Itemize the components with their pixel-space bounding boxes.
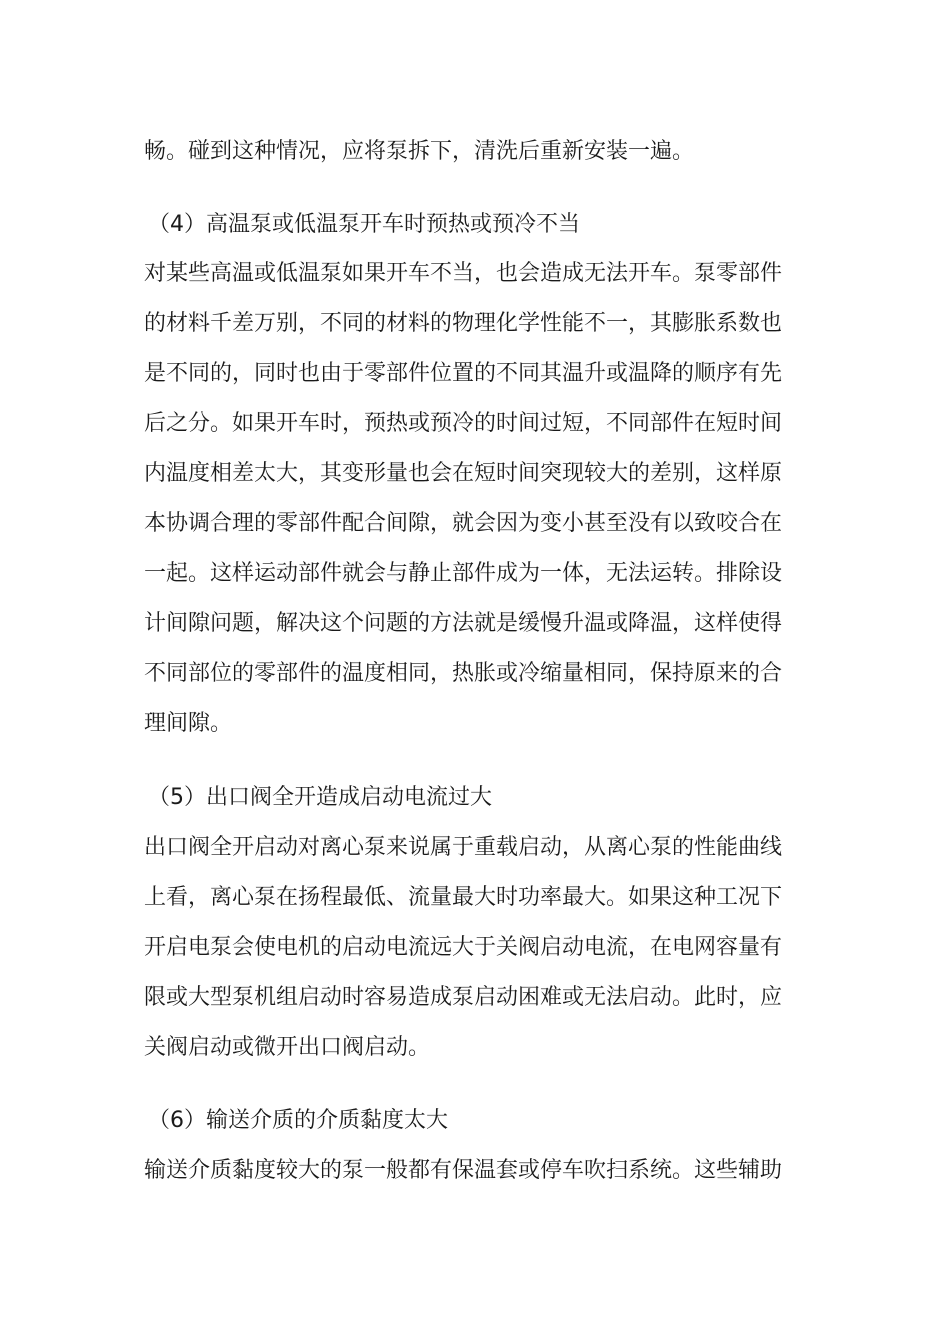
paragraph-line: 理间隙。 <box>144 711 233 736</box>
section-heading-6: （6）输送介质的介质黏度太大 <box>148 1108 448 1133</box>
paragraph-line: 限或大型泵机组启动时容易造成泵启动困难或无法启动。此时，应 <box>144 985 783 1010</box>
paragraph-line: 出口阀全开启动对离心泵来说属于重载启动，从离心泵的性能曲线 <box>144 835 783 860</box>
paragraph-line: 计间隙问题，解决这个问题的方法就是缓慢升温或降温，这样使得 <box>144 611 783 636</box>
paragraph-line: 的材料千差万别，不同的材料的物理化学性能不一，其膨胀系数也 <box>144 311 783 336</box>
paragraph-line: 是不同的，同时也由于零部件位置的不同其温升或温降的顺序有先 <box>144 361 783 386</box>
paragraph-line: 本协调合理的零部件配合间隙，就会因为变小甚至没有以致咬合在 <box>144 511 783 536</box>
paragraph-line: 关阀启动或微开出口阀启动。 <box>144 1035 431 1060</box>
section-heading-5: （5）出口阀全开造成启动电流过大 <box>148 785 492 810</box>
paragraph-line: 输送介质黏度较大的泵一般都有保温套或停车吹扫系统。这些辅助 <box>144 1158 783 1183</box>
section-heading-4: （4）高温泵或低温泵开车时预热或预冷不当 <box>148 212 580 237</box>
paragraph-line: 后之分。如果开车时，预热或预冷的时间过短，不同部件在短时间 <box>144 411 783 436</box>
paragraph-line: 一起。这样运动部件就会与静止部件成为一体，无法运转。排除设 <box>144 561 783 586</box>
paragraph-line: 上看，离心泵在扬程最低、流量最大时功率最大。如果这种工况下 <box>144 885 783 910</box>
paragraph-line: 开启电泵会使电机的启动电流远大于关阀启动电流，在电网容量有 <box>144 935 783 960</box>
paragraph-line: 对某些高温或低温泵如果开车不当，也会造成无法开车。泵零部件 <box>144 261 783 286</box>
paragraph-line: 畅。碰到这种情况，应将泵拆下，清洗后重新安装一遍。 <box>144 139 695 164</box>
paragraph-line: 内温度相差太大，其变形量也会在短时间突现较大的差别，这样原 <box>144 461 783 486</box>
paragraph-line: 不同部位的零部件的温度相同，热胀或冷缩量相同，保持原来的合 <box>144 661 783 686</box>
